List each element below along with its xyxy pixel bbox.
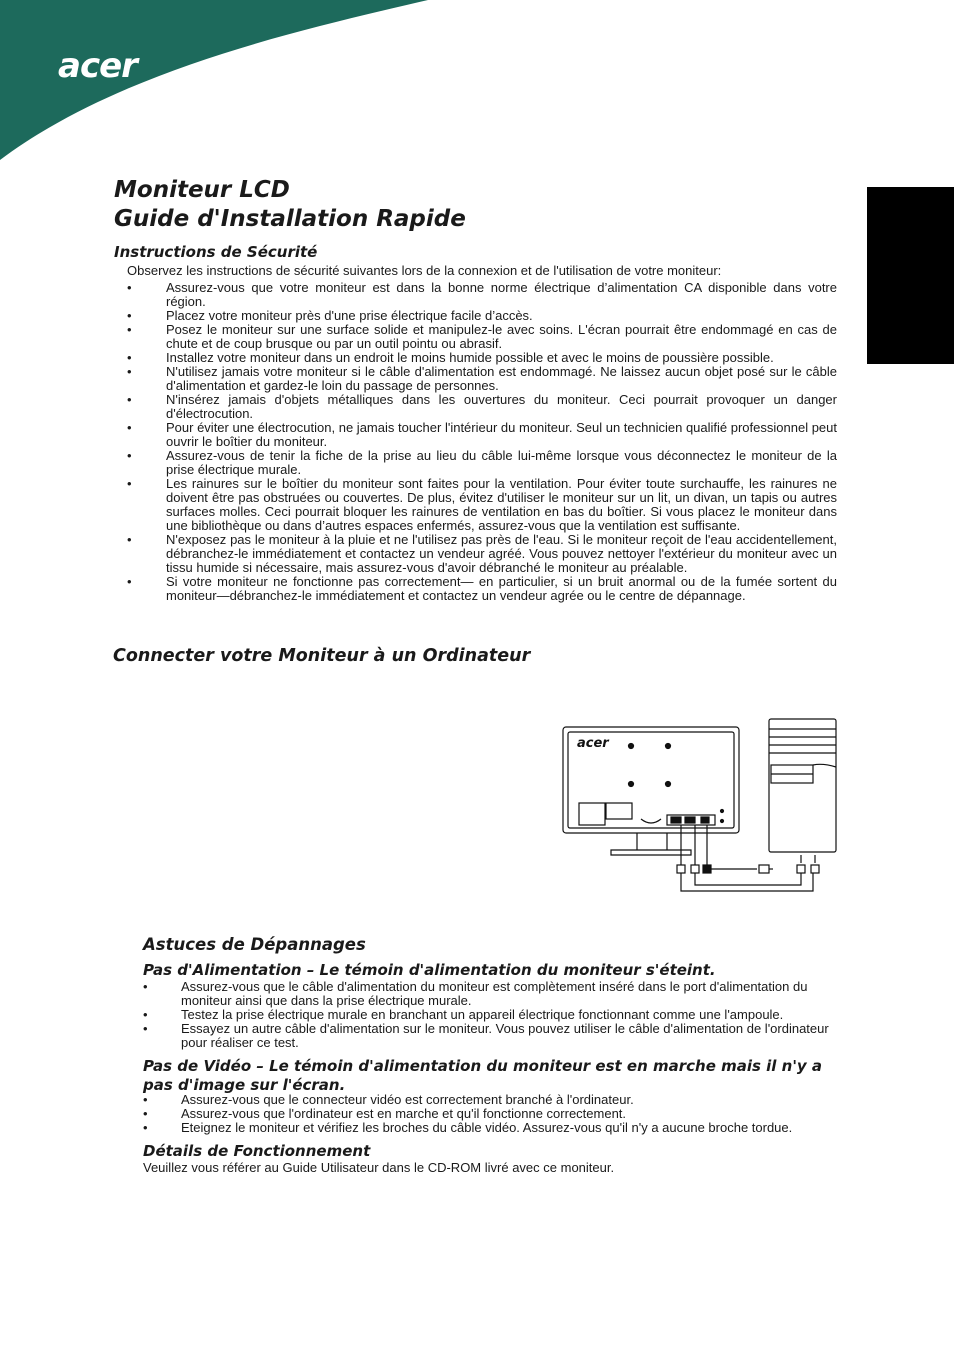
list-item: • Eteignez le moniteur et vérifiez les broches du câble vidéo. Assurez-vous qu'il n'y a aucune broche tordue. <box>143 1121 840 1135</box>
list-item: • Essayez un autre câble d'alimentation sur le moniteur. Vous pouvez utiliser le câble d'alimentation de l'ordinateur pour réaliser ce test. <box>143 1022 840 1050</box>
diagram-monitor-logo: acer <box>577 736 609 751</box>
safety-item: • Pour éviter une électrocution, ne jamais toucher l'intérieur du moniteur. Seul un technicien qualifié professionnel peut ouvrir le boîtier du moniteur. <box>127 421 837 449</box>
monitor-back-drawing <box>563 727 739 855</box>
safety-item: • Assurez-vous de tenir la fiche de la prise au lieu du câble lui-même lorsque vous déconnectez le moniteur de la prise électrique murale. <box>127 449 837 477</box>
list-item: • Assurez-vous que le connecteur vidéo est correctement branché à l'ordinateur. <box>143 1093 840 1107</box>
no-power-list <box>143 980 840 1050</box>
safety-item: • Si votre moniteur ne fonctionne pas correctement— en particulier, si un bruit anormal ou de la fumée sortent du moniteur—débranchez-le immédiatement et contactez un vendeur agrée ou le centre de dépannage. <box>127 575 837 603</box>
troubleshooting-heading: Astuces de Dépannages <box>143 935 366 954</box>
safety-item: • Posez le moniteur sur une surface solide et manipulez-le avec soins. L'écran pourrait être endommagé en cas de chute et de coup brusque ou par un outil pointu ou abrasif. <box>127 323 837 351</box>
computer-tower-drawing <box>769 719 836 852</box>
acer-logo: acer <box>58 46 137 86</box>
doc-title-line2: Guide d'Installation Rapide <box>114 206 466 232</box>
cables-drawing <box>677 825 819 891</box>
no-video-heading: Pas de Vidéo – Le témoin d'alimentation du moniteur est en marche mais il n'y a pas d'image sur l'écran. <box>143 1057 823 1094</box>
safety-item: • N'insérez jamais d'objets métalliques dans les ouvertures du moniteur. Ceci pourrait provoquer un danger d'électrocution. <box>127 393 837 421</box>
safety-item: • N'exposez pas le moniteur à la pluie et ne l'utilisez pas près de l'eau. Si le moniteur reçoit de l'eau accidentellement, débranchez-le immédiatement et contactez un vendeur agréé. Vous pouvez nettoyer l'extérieur du moniteur avec un tissu humide si nécessaire, mais assurez-vous d'avoir débranché le moniteur au préalable. <box>127 533 837 575</box>
safety-item: • Les rainures sur le boîtier du moniteur sont faites pour la ventilation. Pour éviter toute surchauffe, les rainures ne doivent être pas obstruées ou couvertes. De plus, évitez d'utiliser le moniteur sur un lit, un divan, un tapis ou autres surfaces molles. Ceci pourrait bloquer les rainures de ventilation en bas du boîtier. Si vous placez le moniteur dans une bibliothèque ou dans d’autres espaces enfermés, assurez-vous que la ventilation est suffisante. <box>127 477 837 533</box>
safety-item: • Placez votre moniteur près d'une prise électrique facile d’accès. <box>127 309 837 323</box>
connect-heading: Connecter votre Moniteur à un Ordinateur <box>113 646 531 666</box>
doc-title-line1: Moniteur LCD <box>114 177 290 203</box>
safety-intro: Observez les instructions de sécurité suivantes lors de la connexion et de l'utilisation de votre moniteur: <box>127 263 722 278</box>
safety-item: • Installez votre moniteur dans un endroit le moins humide possible et avec le moins de poussière possible. <box>127 351 837 365</box>
safety-item: • Assurez-vous que votre moniteur est dans la bonne norme électrique d’alimentation CA disponible dans votre région. <box>127 281 837 309</box>
no-power-heading: Pas d'Alimentation – Le témoin d'alimentation du moniteur s'éteint. <box>143 961 716 979</box>
header-swoosh <box>0 0 954 170</box>
safety-item: • N'utilisez jamais votre moniteur si le câble d'alimentation est endommagé. Ne laissez aucun objet posé sur le câble d'alimentation et gardez-le loin du passage de personnes. <box>127 365 837 393</box>
list-item: • Assurez-vous que le câble d'alimentation du moniteur est complètement inséré dans le port d'alimentation du moniteur ainsi que dans la prise électrique murale. <box>143 980 840 1008</box>
list-item: • Testez la prise électrique murale en branchant un appareil électrique fonctionnant comme une l'ampoule. <box>143 1008 840 1022</box>
details-text: Veuillez vous référer au Guide Utilisateur dans le CD-ROM livré avec ce moniteur. <box>143 1160 615 1175</box>
list-item: • Assurez-vous que l'ordinateur est en marche et qu'il fonctionne correctement. <box>143 1107 840 1121</box>
details-heading: Détails de Fonctionnement <box>143 1142 371 1160</box>
safety-heading: Instructions de Sécurité <box>114 243 318 261</box>
no-video-list <box>143 1093 840 1135</box>
connection-diagram <box>559 715 843 895</box>
language-side-tab <box>867 187 954 364</box>
safety-list <box>127 281 837 603</box>
